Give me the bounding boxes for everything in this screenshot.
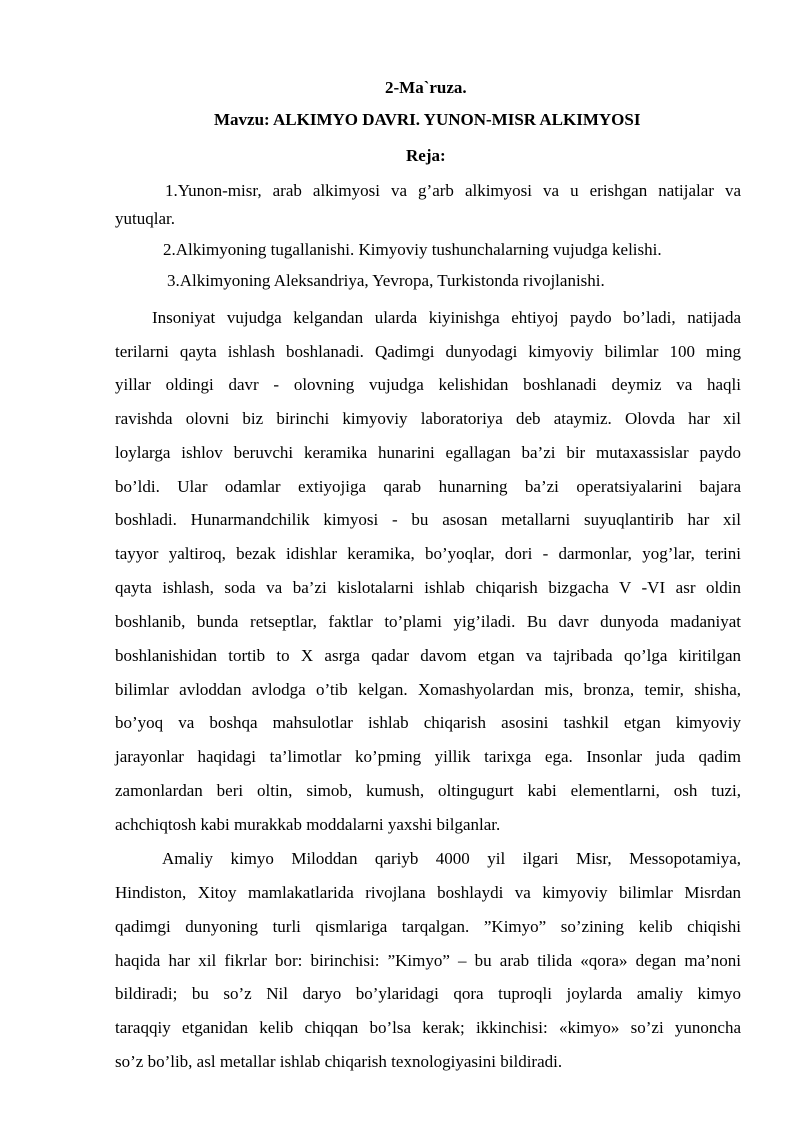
paragraph-line: tayyor yaltiroq, bezak idishlar keramika, bo’yoqlar, dori - darmonlar, yog’lar, terini bbox=[115, 544, 741, 563]
paragraph-line: Hindiston, Xitoy mamlakatlarida rivojlana boshlaydi va kimyoviy bilimlar Misrdan bbox=[115, 883, 741, 902]
plan-item-1-line-1: 1.Yunon-misr, arab alkimyosi va g’arb alkimyosi va u erishgan natijalar va bbox=[165, 181, 741, 200]
paragraph-line: boshladi. Hunarmandchilik kimyosi - bu asosan metallarni suyuqlantirib har xil bbox=[115, 510, 741, 529]
paragraph-line: bildiradi; bu so’z Nil daryo bo’ylaridagi qora tuproqli joylarda amaliy kimyo bbox=[115, 984, 741, 1003]
paragraph-line: haqida har xil fikrlar bor: birinchisi: ”Kimyo” – bu arab tilida «qora» degan ma’noni bbox=[115, 951, 741, 970]
paragraph-line: zamonlardan beri oltin, simob, kumush, oltingugurt kabi elementlarni, osh tuzi, bbox=[115, 781, 741, 800]
plan-item-1-line-2: yutuqlar. bbox=[115, 209, 175, 228]
plan-item-2: 2.Alkimyoning tugallanishi. Kimyoviy tushunchalarning vujudga kelishi. bbox=[163, 240, 662, 259]
paragraph-line: so’z bo’lib, asl metallar ishlab chiqarish texnologiyasini bildiradi. bbox=[115, 1052, 563, 1071]
paragraph-line: boshlanishidan tortib to X asrga qadar davom etgan va tajribada qo’lga kiritilgan bbox=[115, 646, 741, 665]
paragraph-line: yillar oldingi davr - olovning vujudga kelishidan boshlanadi deymiz va haqli bbox=[115, 375, 741, 394]
paragraph-line: jarayonlar haqidagi ta’limotlar ko’pming yillik tarixga ega. Insonlar juda qadim bbox=[115, 747, 741, 766]
paragraph-line: Insoniyat vujudga kelgandan ularda kiyinishga ehtiyoj paydo bo’ladi, natijada bbox=[152, 308, 741, 327]
topic-title: Mavzu: ALKIMYO DAVRI. YUNON-MISR ALKIMYOSI bbox=[214, 110, 641, 129]
lecture-title: 2-Ma`ruza. bbox=[385, 78, 467, 97]
paragraph-line: loylarga ishlov beruvchi keramika hunarini egallagan ba’zi bir mutaxassislar paydo bbox=[115, 443, 741, 462]
paragraph-line: ravishda olovni biz birinchi kimyoviy laboratoriya deb ataymiz. Olovda har xil bbox=[115, 409, 741, 428]
paragraph-line: bo’yoq va boshqa mahsulotlar ishlab chiqarish asosini tashkil etgan kimyoviy bbox=[115, 713, 741, 732]
paragraph-line: qayta ishlash, soda va ba’zi kislotalarni ishlab chiqarish bizgacha V -VI asr oldin bbox=[115, 578, 741, 597]
paragraph-line: Amaliy kimyo Miloddan qariyb 4000 yil ilgari Misr, Messopotamiya, bbox=[162, 849, 741, 868]
paragraph-line: taraqqiy etganidan kelib chiqqan bo’lsa kerak; ikkinchisi: «kimyo» so’zi yunoncha bbox=[115, 1018, 741, 1037]
paragraph-line: qadimgi dunyoning turli qismlariga tarqalgan. ”Kimyo” so’zining kelib chiqishi bbox=[115, 917, 741, 936]
paragraph-line: bilimlar avloddan avlodga o’tib kelgan. Xomashyolardan mis, bronza, temir, shisha, bbox=[115, 680, 741, 699]
paragraph-line: achchiqtosh kabi murakkab moddalarni yaxshi bilganlar. bbox=[115, 815, 501, 834]
paragraph-line: boshlanib, bunda retseptlar, faktlar to’plami yig’iladi. Bu davr dunyoda madaniyat bbox=[115, 612, 741, 631]
paragraph-line: terilarni qayta ishlash boshlanadi. Qadimgi dunyodagi kimyoviy bilimlar 100 ming bbox=[115, 342, 741, 361]
plan-item-3: 3.Alkimyoning Aleksandriya, Yevropa, Turkistonda rivojlanishi. bbox=[167, 271, 605, 290]
paragraph-line: bo’ldi. Ular odamlar extiyojiga qarab hunarning ba’zi operatsiyalarini bajara bbox=[115, 477, 741, 496]
plan-heading: Reja: bbox=[406, 146, 446, 165]
